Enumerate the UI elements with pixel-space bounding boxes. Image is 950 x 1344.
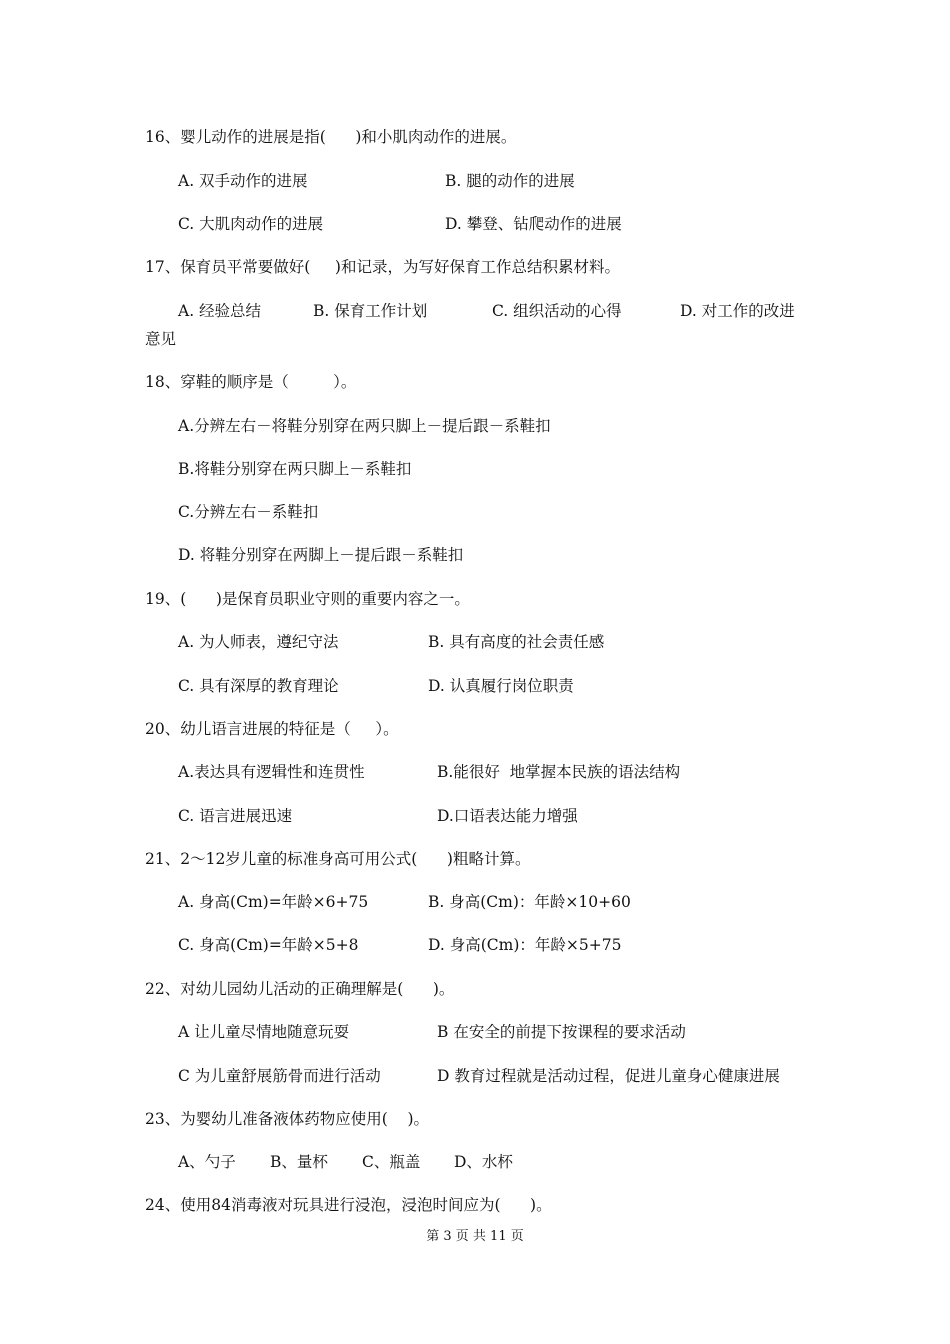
option-22-d: D 教育过程就是活动过程，促进儿童身心健康进展 <box>437 1067 780 1085</box>
option-19-c: C. 具有深厚的教育理论 <box>178 677 339 695</box>
option-21-a: A. 身高(Cm)=年龄×6+75 <box>178 893 369 911</box>
question-24: 24、使用84消毒液对玩具进行浸泡，浸泡时间应为( )。 <box>145 1196 552 1214</box>
option-17-d: D. 对工作的改进 <box>680 302 795 320</box>
option-20-a: A.表达具有逻辑性和连贯性 <box>178 763 365 781</box>
option-16-c: C. 大肌肉动作的进展 <box>178 215 324 233</box>
option-16-d: D. 攀登、钻爬动作的进展 <box>445 215 622 233</box>
option-19-a: A. 为人师表，遵纪守法 <box>178 633 339 651</box>
page-number-footer: 第 3 页 共 11 页 <box>426 1229 524 1244</box>
option-21-c: C. 身高(Cm)=年龄×5+8 <box>178 936 359 954</box>
option-17-b: B. 保育工作计划 <box>313 302 428 320</box>
question-20: 20、幼儿语言进展的特征是（ ）。 <box>145 720 399 738</box>
option-17-d-wrap: 意见 <box>145 330 177 348</box>
option-17-a: A. 经验总结 <box>178 302 262 320</box>
option-22-c: C 为儿童舒展筋骨而进行活动 <box>178 1067 381 1085</box>
option-20-d: D.口语表达能力增强 <box>437 807 578 825</box>
question-21: 21、2～12岁儿童的标准身高可用公式( )粗略计算。 <box>145 850 531 868</box>
question-18: 18、穿鞋的顺序是（ ）。 <box>145 373 357 391</box>
question-23: 23、为婴幼儿准备液体药物应使用( )。 <box>145 1110 430 1128</box>
question-19: 19、( )是保育员职业守则的重要内容之一。 <box>145 590 470 608</box>
option-20-b: B.能很好 地掌握本民族的语法结构 <box>437 763 681 781</box>
option-18-c: C.分辨左右－系鞋扣 <box>178 503 319 521</box>
option-19-b: B. 具有高度的社会责任感 <box>428 633 605 651</box>
option-23-c: C、瓶盖 <box>362 1153 421 1171</box>
option-17-c: C. 组织活动的心得 <box>492 302 622 320</box>
question-16: 16、婴儿动作的进展是指( )和小肌肉动作的进展。 <box>145 128 517 146</box>
option-16-a: A. 双手动作的进展 <box>178 172 308 190</box>
option-22-b: B 在安全的前提下按课程的要求活动 <box>437 1023 686 1041</box>
option-21-b: B. 身高(Cm)：年龄×10+60 <box>428 893 631 911</box>
option-18-d: D. 将鞋分别穿在两脚上－提后跟－系鞋扣 <box>178 546 464 564</box>
option-19-d: D. 认真履行岗位职责 <box>428 677 574 695</box>
option-23-d: D、水杯 <box>454 1153 513 1171</box>
option-22-a: A 让儿童尽情地随意玩耍 <box>178 1023 350 1041</box>
option-20-c: C. 语言进展迅速 <box>178 807 293 825</box>
option-16-b: B. 腿的动作的进展 <box>445 172 575 190</box>
option-21-d: D. 身高(Cm)：年龄×5+75 <box>428 936 622 954</box>
question-17: 17、保育员平常要做好( )和记录，为写好保育工作总结积累材料。 <box>145 258 620 276</box>
option-18-b: B.将鞋分别穿在两只脚上－系鞋扣 <box>178 460 412 478</box>
option-23-a: A、勺子 <box>178 1153 236 1171</box>
option-18-a: A.分辨左右－将鞋分别穿在两只脚上－提后跟－系鞋扣 <box>178 417 551 435</box>
option-23-b: B、量杯 <box>270 1153 328 1171</box>
question-22: 22、对幼儿园幼儿活动的正确理解是( )。 <box>145 980 455 998</box>
